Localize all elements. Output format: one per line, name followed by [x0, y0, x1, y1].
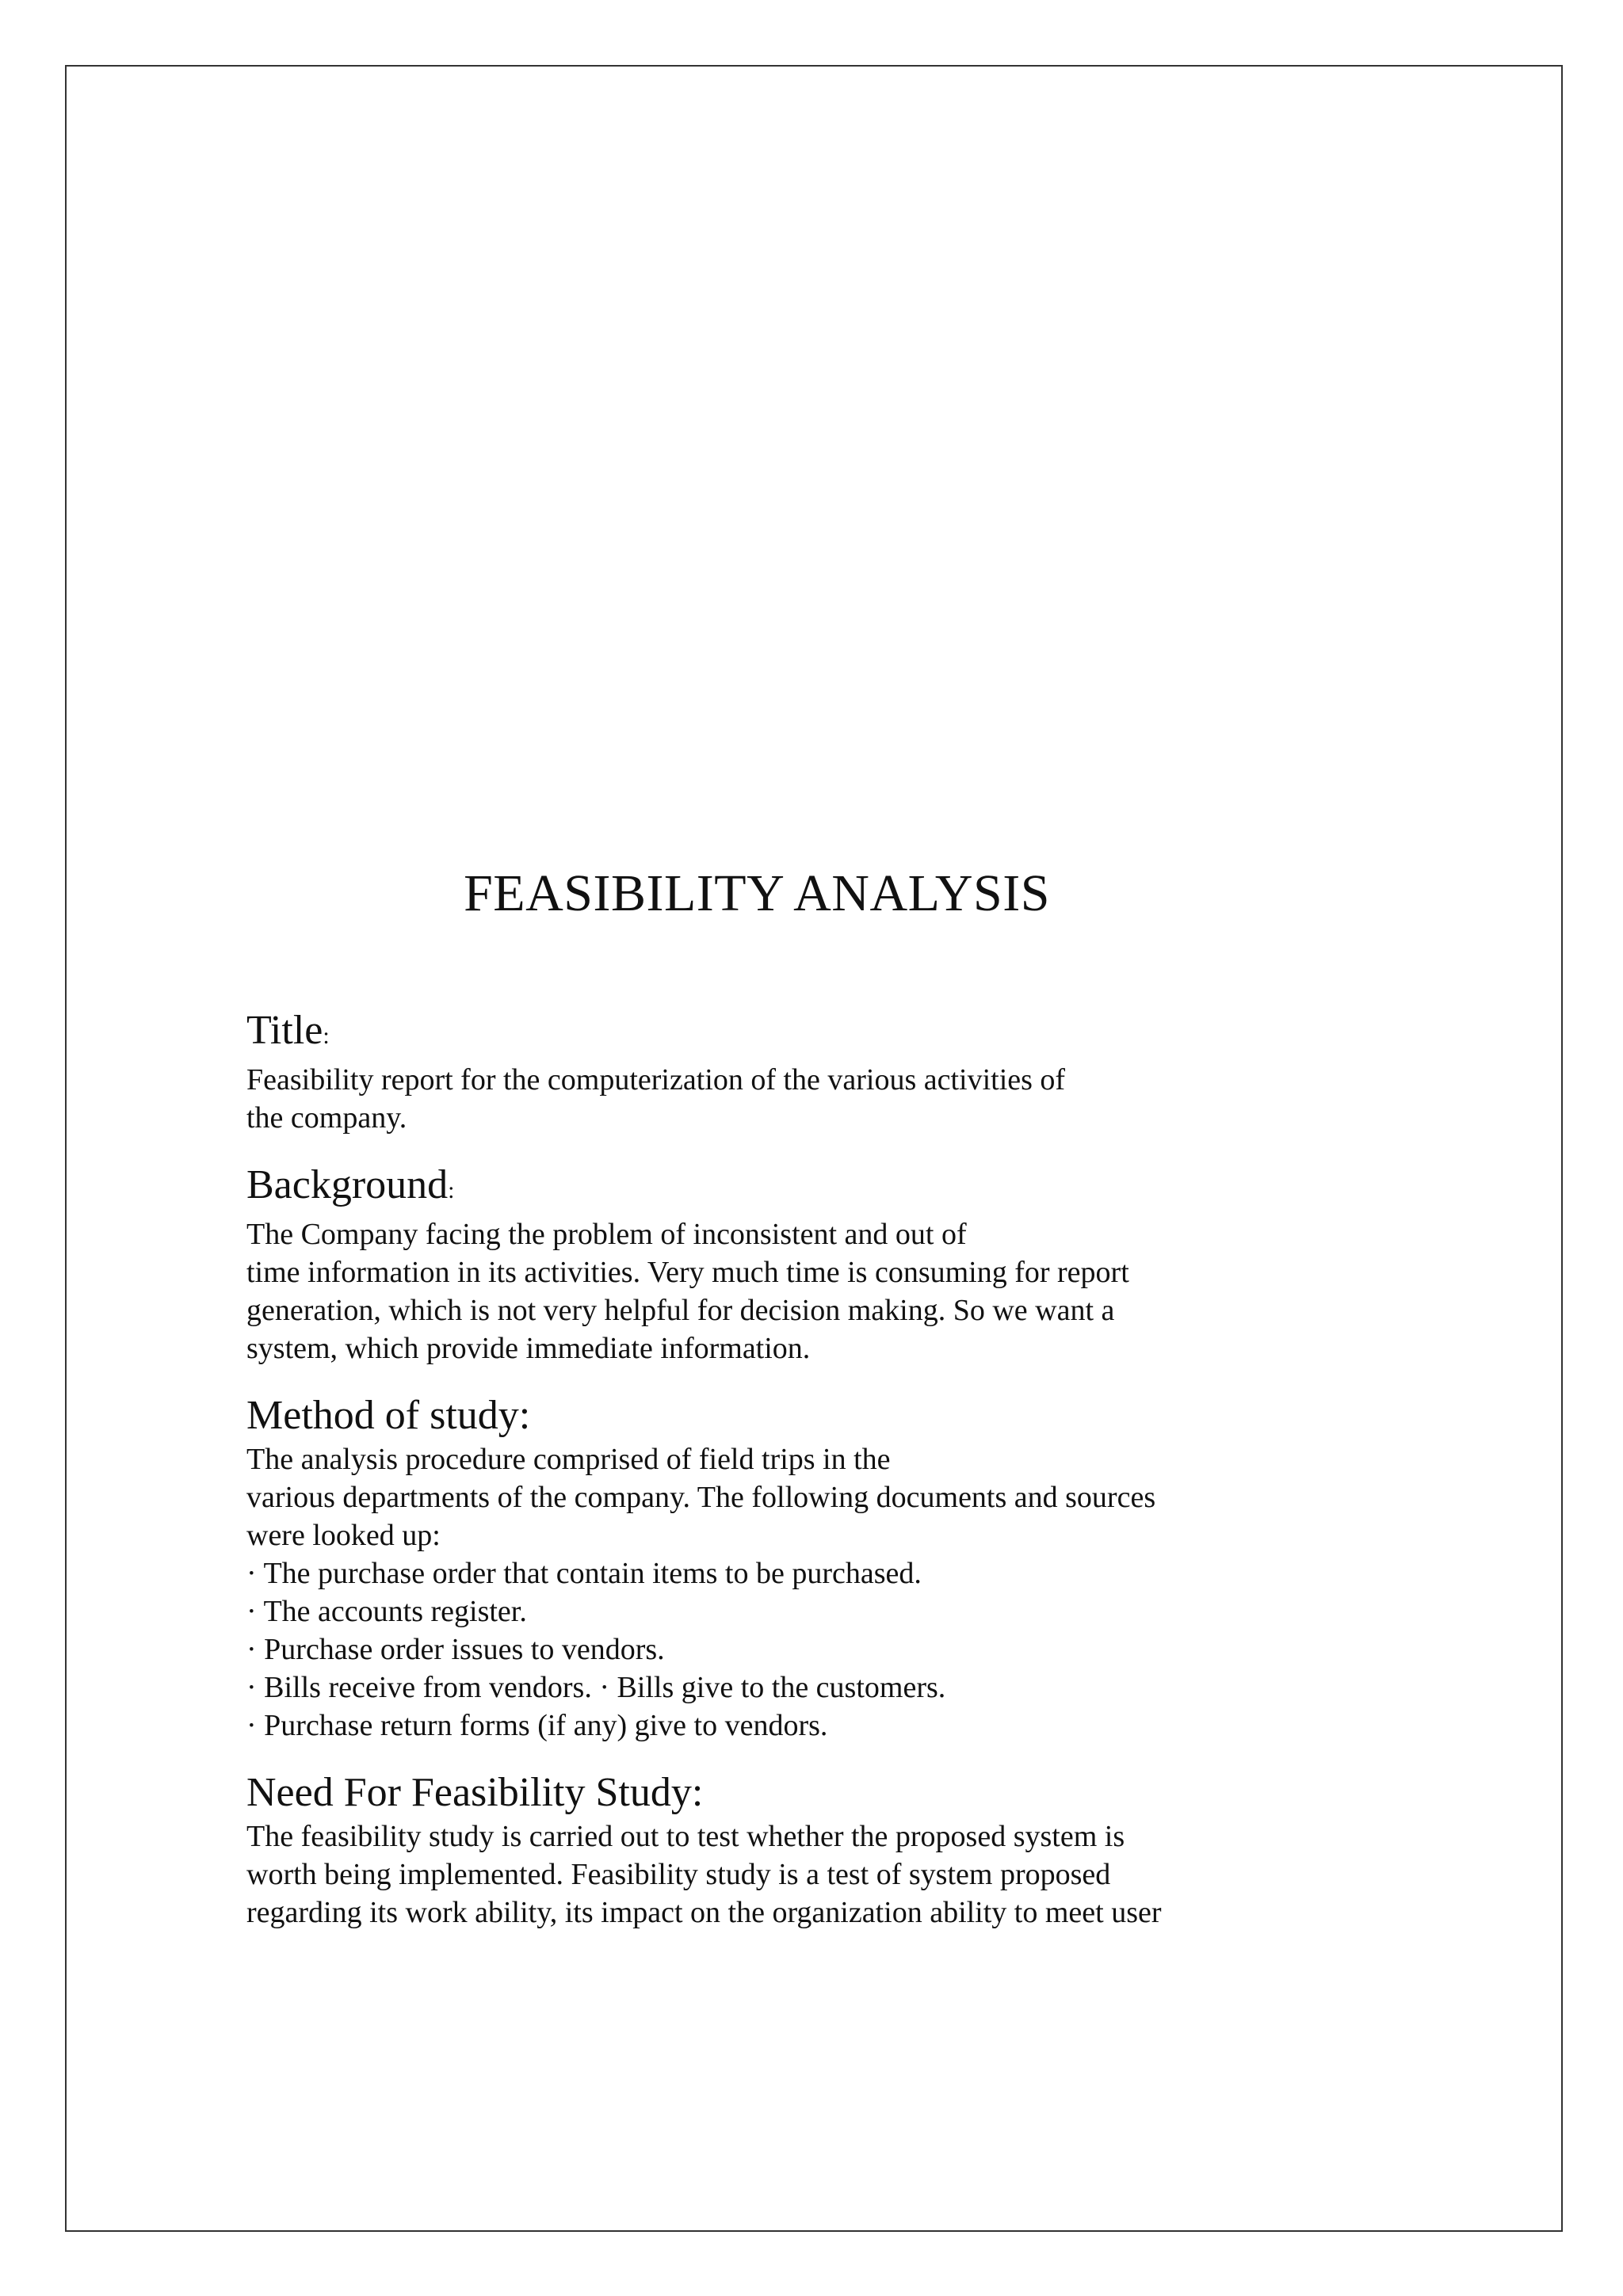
paragraph-line: were looked up:	[246, 1519, 441, 1552]
paragraph-line: The feasibility study is carried out to test whether the proposed system is	[246, 1820, 1125, 1853]
paragraph-line: generation, which is not very helpful for decision making. So we want a	[246, 1294, 1115, 1327]
paragraph-line: system, which provide immediate information.	[246, 1332, 811, 1365]
section-method-of-study	[246, 1391, 1316, 1745]
list-item: · Bills receive from vendors. · Bills give to the customers.	[246, 1671, 946, 1704]
paragraph-line: The Company facing the problem of inconsistent and out of	[246, 1218, 967, 1251]
paragraph-line: the company.	[246, 1101, 407, 1135]
section-heading: Method of study:	[246, 1393, 531, 1438]
list-item: · The accounts register.	[246, 1595, 527, 1628]
section-heading: Background:	[246, 1162, 455, 1207]
document-body	[246, 1006, 1316, 1955]
paragraph-line: Feasibility report for the computerization of the various activities of	[246, 1063, 1066, 1097]
section-heading: Title:	[246, 1008, 330, 1053]
list-item: · Purchase order issues to vendors.	[246, 1633, 665, 1666]
paragraph-line: The analysis procedure comprised of field trips in the	[246, 1443, 891, 1476]
paragraph-line: regarding its work ability, its impact on the organization ability to meet user	[246, 1896, 1162, 1929]
paragraph-line: various departments of the company. The following documents and sources	[246, 1481, 1156, 1514]
section-title	[246, 1006, 1316, 1137]
list-item: · Purchase return forms (if any) give to vendors.	[246, 1709, 828, 1742]
section-need-for-feasibility-study	[246, 1768, 1316, 1932]
paragraph-line: time information in its activities. Very much time is consuming for report	[246, 1256, 1129, 1289]
section-heading: Need For Feasibility Study:	[246, 1770, 704, 1815]
document-title: FEASIBILITY ANALYSIS	[464, 864, 1050, 922]
list-item: · The purchase order that contain items to be purchased.	[246, 1557, 922, 1590]
paragraph-line: worth being implemented. Feasibility study is a test of system proposed	[246, 1858, 1111, 1891]
section-background	[246, 1161, 1316, 1367]
